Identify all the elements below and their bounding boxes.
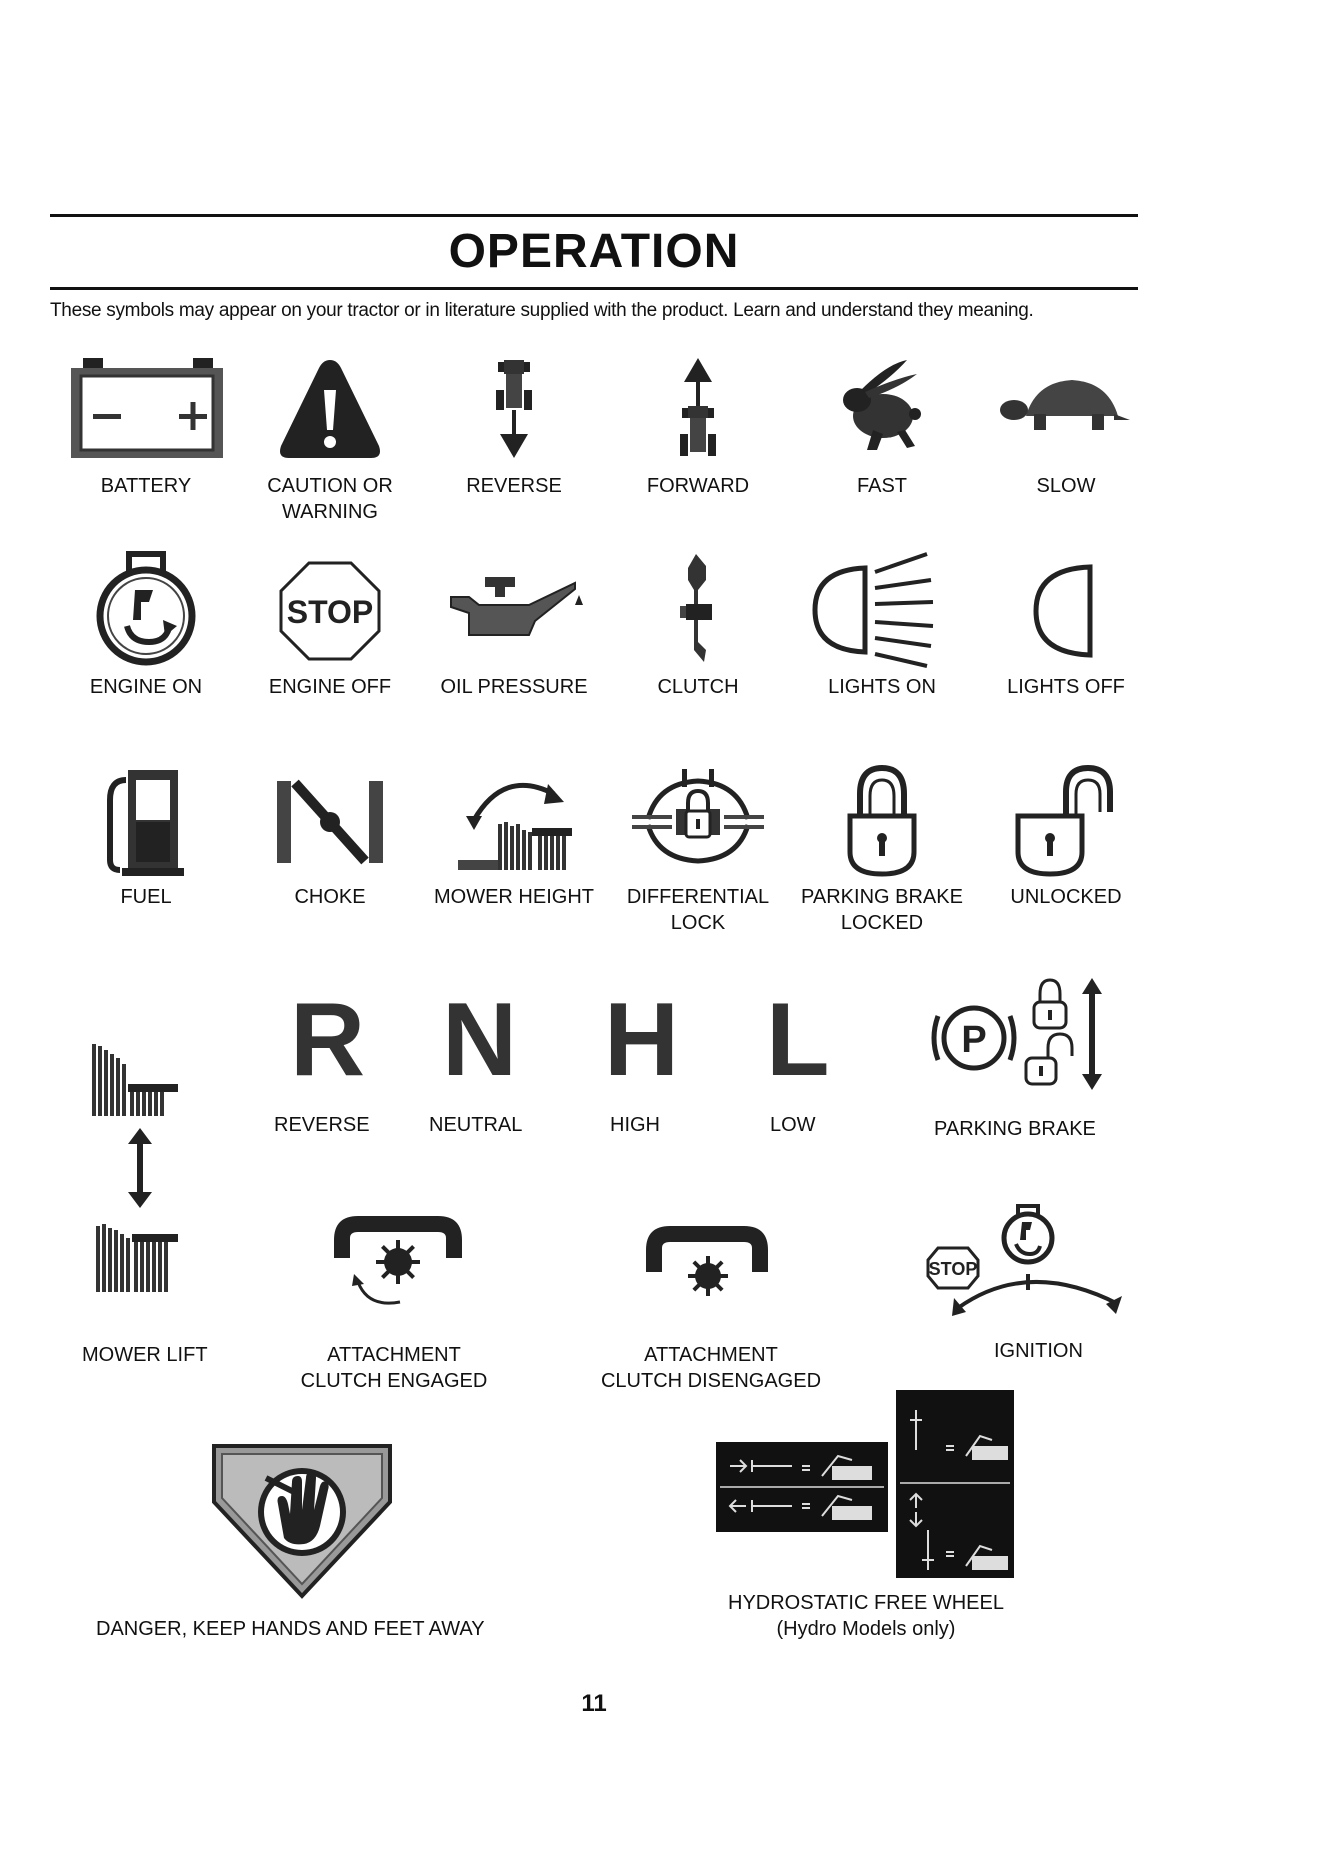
engine-on-icon [54,546,238,674]
label-clutch: CLUTCH [657,676,739,698]
symbol-mower-height [422,756,606,910]
warning-triangle-icon [238,345,422,473]
symbol-fast [790,345,974,499]
mower-height-icon [422,756,606,884]
oil-can-icon [422,546,606,674]
rabbit-icon [790,345,974,473]
svg-text:P: P [961,1019,987,1061]
parking-brake-icon [930,976,1110,1101]
top-rule [50,214,1138,217]
symbol-unlocked [974,756,1158,910]
label-gear-reverse: REVERSE [274,1114,370,1136]
headlight-on-icon [790,546,974,674]
danger-hands-feet-sign [206,1442,398,1607]
symbol-engine-on [54,546,238,700]
label-mower-height: MOWER HEIGHT [434,886,594,908]
mower-lift-arrow-icon [120,1128,160,1213]
label-fast: FAST [856,475,907,497]
forward-arrow-icon [606,345,790,473]
clutch-pedal-icon [606,546,790,674]
label-gear-neutral: NEUTRAL [429,1114,523,1136]
battery-icon [54,345,238,473]
padlock-unlocked-icon [974,756,1158,884]
fuel-pump-icon [54,756,238,884]
symbol-forward [606,345,790,499]
symbol-oil-pressure [422,546,606,700]
label-engine-on: ENGINE ON [89,676,203,698]
symbol-differential-lock [606,756,790,936]
symbol-reverse [422,345,606,499]
symbol-lights-off [974,546,1158,700]
page-number: 11 [581,1690,607,1717]
mower-lift-raised-icon [90,1040,190,1125]
label-parking-brake-locked: PARKING BRAKE LOCKED [801,886,963,934]
symbol-slow [974,345,1158,499]
gear-letter-r: R [290,982,366,1098]
label-ignition: IGNITION [994,1340,1083,1362]
label-lights-on: LIGHTS ON [828,676,936,698]
symbol-caution [238,345,422,525]
label-attachment-clutch-disengaged: ATTACHMENT CLUTCH DISENGAGED [600,1344,822,1392]
label-caution: CAUTION OR WARNING [267,475,393,523]
label-unlocked: UNLOCKED [1010,886,1122,908]
label-attachment-clutch-engaged: ATTACHMENT CLUTCH ENGAGED [300,1344,488,1392]
label-forward: FORWARD [646,475,750,497]
ignition-stop-text: STOP [928,1259,978,1279]
label-choke: CHOKE [294,886,366,908]
stop-sign-text: STOP [286,594,374,630]
gear-letter-n: N [442,982,518,1098]
label-hydro-models-only: (Hydro Models only) [776,1618,956,1640]
label-lights-off: LIGHTS OFF [1007,676,1125,698]
symbol-lights-on [790,546,974,700]
label-mower-lift: MOWER LIFT [82,1344,208,1366]
differential-lock-icon [606,756,790,884]
attachment-clutch-disengaged-icon [642,1220,772,1305]
headlight-off-icon [974,546,1158,674]
reverse-arrow-icon [422,345,606,473]
attachment-clutch-engaged-icon [328,1210,468,1325]
choke-icon [238,756,422,884]
hydrostatic-free-wheel-decal [712,1390,1016,1583]
label-oil-pressure: OIL PRESSURE [440,676,588,698]
turtle-icon [974,345,1158,473]
intro-text: These symbols may appear on your tractor or in literature supplied with the product. Learn and understand they meaning. [50,300,1034,321]
page-title: OPERATION [448,225,740,278]
label-slow: SLOW [1036,475,1096,497]
label-hydrostatic-free-wheel: HYDROSTATIC FREE WHEEL [728,1592,1004,1614]
label-gear-low: LOW [770,1114,816,1136]
title-rule [50,287,1138,290]
label-parking-brake: PARKING BRAKE [934,1118,1096,1140]
label-battery: BATTERY [100,475,192,497]
padlock-locked-icon [790,756,974,884]
stop-sign-icon [238,546,422,674]
label-danger: DANGER, KEEP HANDS AND FEET AWAY [96,1618,485,1640]
symbol-fuel [54,756,238,910]
symbol-battery [54,345,238,499]
gear-letter-h: H [604,982,680,1098]
ignition-icon [918,1200,1128,1335]
gear-letter-l: L [766,982,830,1098]
label-reverse: REVERSE [466,475,562,497]
label-differential-lock: DIFFERENTIAL LOCK [626,886,770,934]
label-engine-off: ENGINE OFF [268,676,392,698]
mower-lift-lowered-icon [90,1216,190,1301]
label-gear-high: HIGH [610,1114,660,1136]
symbol-engine-off [238,546,422,700]
symbol-clutch [606,546,790,700]
symbol-choke [238,756,422,910]
label-fuel: FUEL [120,886,172,908]
symbol-parking-brake-locked [790,756,974,936]
